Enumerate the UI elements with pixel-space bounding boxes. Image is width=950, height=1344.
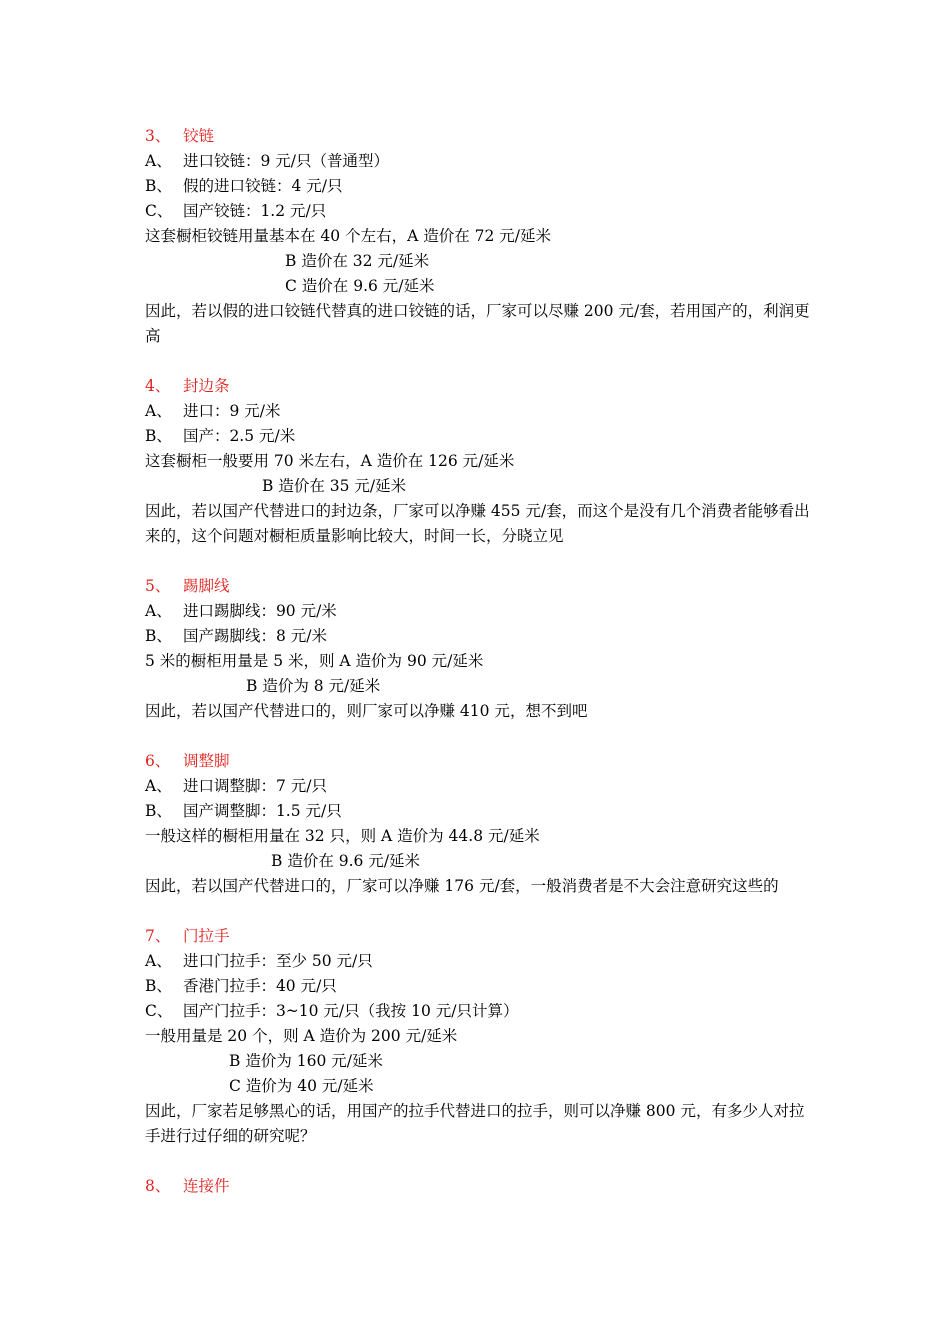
option-line (145, 174, 815, 199)
conclusion-paragraph: 因此，若以国产代替进口的，厂家可以净赚 176 元/套，一般消费者是不大会注意研究这些的 (145, 877, 779, 895)
section-heading (145, 1174, 815, 1199)
option-text: 进口铰链：9 元/只（普通型） (182, 152, 389, 170)
section-heading (145, 749, 815, 774)
option-letter: B、 (145, 177, 172, 195)
calc-line: 一般用量是 20 个，则 A 造价为 200 元/延米 (145, 1027, 458, 1045)
section-number: 7、 (145, 927, 171, 945)
calc-line: 一般这样的橱柜用量在 32 只，则 A 造价为 44.8 元/延米 (145, 827, 540, 845)
section-title: 铰链 (182, 127, 214, 145)
option-text: 香港门拉手：40 元/只 (182, 977, 337, 995)
option-letter: A、 (145, 602, 172, 620)
option-text: 进口门拉手：至少 50 元/只 (182, 952, 373, 970)
option-text: 国产：2.5 元/米 (182, 427, 296, 445)
section-title: 调整脚 (182, 752, 230, 770)
spacer (145, 724, 815, 749)
section-title: 门拉手 (182, 927, 230, 945)
calc-line: 这套橱柜一般要用 70 米左右，A 造价在 126 元/延米 (145, 452, 515, 470)
section-number: 4、 (145, 377, 171, 395)
section-number: 5、 (145, 577, 171, 595)
option-text: 国产铰链：1.2 元/只 (182, 202, 327, 220)
option-letter: A、 (145, 152, 172, 170)
option-letter: B、 (145, 427, 172, 445)
calc-line: B 造价在 32 元/延米 (285, 252, 430, 270)
option-letter: C、 (145, 1002, 173, 1020)
section-heading (145, 574, 815, 599)
option-line (145, 149, 815, 174)
option-text: 国产调整脚：1.5 元/只 (182, 802, 342, 820)
option-letter: A、 (145, 952, 172, 970)
option-text: 假的进口铰链：4 元/只 (182, 177, 343, 195)
calc-line: 5 米的橱柜用量是 5 米，则 A 造价为 90 元/延米 (145, 652, 484, 670)
calc-line: B 造价在 35 元/延米 (262, 477, 407, 495)
conclusion-paragraph: 因此，厂家若足够黑心的话，用国产的拉手代替进口的拉手，则可以净赚 800 元，有多少人对拉手进行过仔细的研究呢？ (145, 1102, 805, 1145)
option-line (145, 199, 815, 224)
section-number: 6、 (145, 752, 171, 770)
option-text: 进口踢脚线：90 元/米 (182, 602, 337, 620)
section-number: 3、 (145, 127, 171, 145)
section-heading (145, 124, 815, 149)
option-text: 进口：9 元/米 (182, 402, 281, 420)
option-letter: C、 (145, 202, 173, 220)
option-line (145, 774, 815, 799)
spacer (145, 899, 815, 924)
spacer (145, 1149, 815, 1174)
section-heading (145, 374, 815, 399)
spacer (145, 349, 815, 374)
section-heading (145, 924, 815, 949)
option-letter: A、 (145, 402, 172, 420)
option-line (145, 624, 815, 649)
option-line (145, 999, 815, 1024)
calc-line: C 造价在 9.6 元/延米 (285, 277, 435, 295)
option-line (145, 799, 815, 824)
calc-line: B 造价为 8 元/延米 (246, 677, 381, 695)
calc-line: 这套橱柜铰链用量基本在 40 个左右，A 造价在 72 元/延米 (145, 227, 551, 245)
section-title: 连接件 (182, 1177, 230, 1195)
option-line (145, 424, 815, 449)
calc-line: B 造价在 9.6 元/延米 (271, 852, 421, 870)
option-letter: A、 (145, 777, 172, 795)
document-body (145, 124, 815, 1199)
option-letter: B、 (145, 977, 172, 995)
spacer (145, 549, 815, 574)
option-text: 国产踢脚线：8 元/米 (182, 627, 327, 645)
option-text: 进口调整脚：7 元/只 (182, 777, 327, 795)
calc-line: B 造价为 160 元/延米 (229, 1052, 383, 1070)
option-line (145, 974, 815, 999)
option-line (145, 949, 815, 974)
conclusion-paragraph: 因此，若以假的进口铰链代替真的进口铰链的话，厂家可以尽赚 200 元/套，若用国产的，利润更高 (145, 302, 810, 345)
option-line (145, 599, 815, 624)
section-title: 踢脚线 (182, 577, 230, 595)
section-number: 8、 (145, 1177, 171, 1195)
section-title: 封边条 (182, 377, 230, 395)
option-letter: B、 (145, 627, 172, 645)
conclusion-paragraph: 因此，若以国产代替进口的封边条，厂家可以净赚 455 元/套，而这个是没有几个消费者能够看出来的，这个问题对橱柜质量影响比较大，时间一长，分晓立见 (145, 502, 810, 545)
option-line (145, 399, 815, 424)
conclusion-paragraph: 因此，若以国产代替进口的，则厂家可以净赚 410 元，想不到吧 (145, 702, 588, 720)
option-text: 国产门拉手：3~10 元/只（我按 10 元/只计算） (182, 1002, 519, 1020)
calc-line: C 造价为 40 元/延米 (229, 1077, 374, 1095)
option-letter: B、 (145, 802, 172, 820)
